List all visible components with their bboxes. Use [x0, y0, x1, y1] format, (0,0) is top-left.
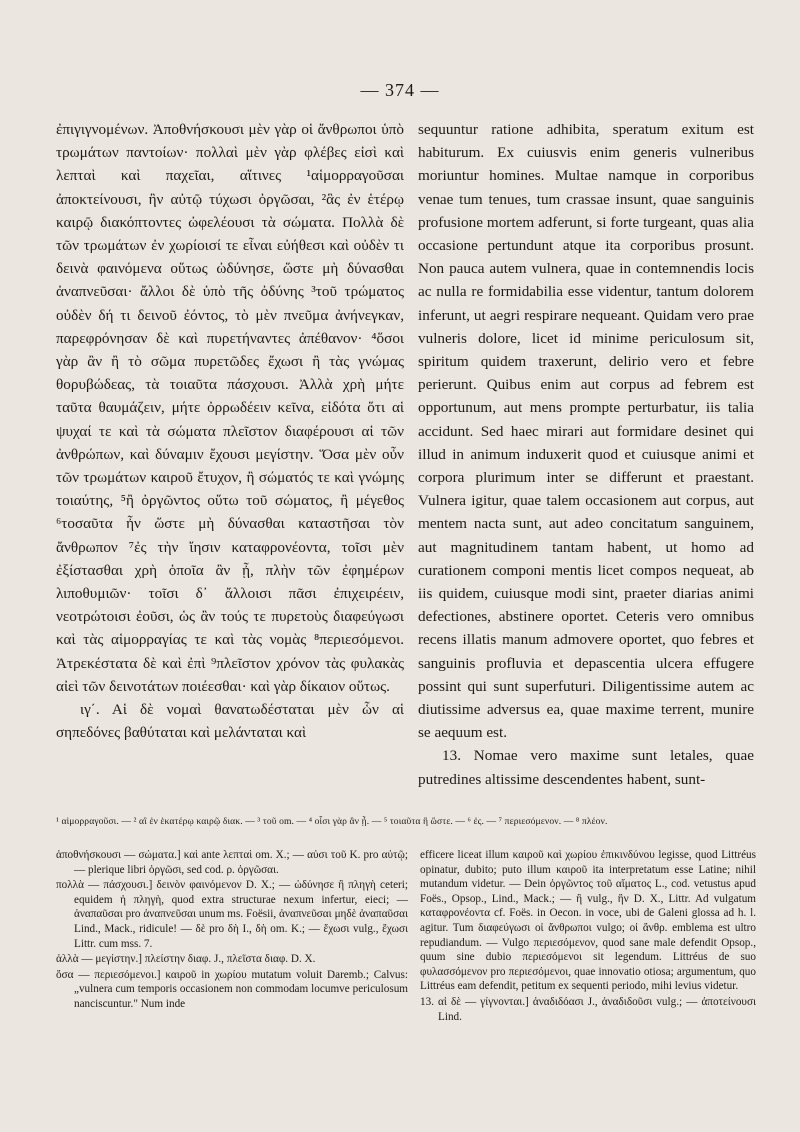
critical-apparatus-line: ¹ αἱμορραγοῦσι. — ² αἳ ἐν ἑκατέρῳ καιρῷ διακ. — ³ τοῦ om. — ⁴ οἷσι γὰρ ἂν ᾖ. — ⁵ τοιαῦτα ἢ ὥστε. — ⁶ ἐς. — ⁷ περιεσόμενον. — ⁸ πλέον. [56, 816, 608, 827]
latin-paragraph: 13. Nomae vero maxime sunt letales, quae putredines altissime descendentes habent, sunt- [418, 747, 754, 788]
footnote: ὅσα — περιεσόμενοι.] καιροῦ in χωρίου mutatum voluit Daremb.; Calvus: „vulnera cum temporis occasionem non commodam locumve periculosum nanciscuntur." Num inde [56, 968, 408, 1010]
footnotes-right-column [420, 848, 756, 1025]
latin-text-column [418, 118, 754, 791]
footnote: 13. αἱ δὲ — γίγνονται.] ἀναδιδόασι J., ἀναδιδοῦσι vulg.; — ἀποτείνουσι Lind. [420, 995, 756, 1023]
footnote: efficere liceat illum καιροῦ καὶ χωρίου ἐπικινδύνου legisse, quod Littréus opinatur, dubito; puto illum καιροῦ ita interpretatum esse Latine; nihil mutandum videtur. — Dein ὀργῶντος τοῦ αἵματος L., cod. vetustus apud Foës., Opsop., Lind., Mack.; — ἢ vulg., ἢν D. X., Littr. Ad vulgatum καταφρονέοντα cf. Foës. in Oecon. in voce, ubi de Galeni glossa ad h. l. agitur. Tum διαφεύγωσι οἱ ἄνθρωποι vulgo; οἱ ἄνθρ. emblema est ultro repudiandum. — Vulgo περιεσόμενον, quod sane male defendit Opsop., quum sine dubio περιεσόμενοι sit legendum. Littréus de suo φυλασσόμενον pro περιεσόμενοι, quae innovatio otiosa; argumentum, quo Littréus eam defendit, petitum ex sequenti periodo, mihi levius videtur. [420, 849, 756, 993]
footnote: ἀλλὰ — μεγίστην.] πλείστην διαφ. J., πλεῖστα διαφ. D. X. [56, 953, 316, 966]
footnote: ἀποθνήσκουσι — σώματα.] καὶ ante λεπταὶ om. X.; — αὐσι τοῦ K. pro αὐτῷ; — plerique libri ὀργῶσι, sed cod. ρ. ὀργῶσαι. [56, 849, 408, 876]
footnotes-left-column [56, 848, 408, 1013]
greek-paragraph: ιγ΄. Αἱ δὲ νομαὶ θανατωδέσταται μὲν ὧν αἱ σηπεδόνες βαθύταται καὶ μελάνταται καὶ [56, 701, 404, 742]
greek-paragraph: ἐπιγιγνομένων. Ἀποθνήσκουσι μὲν γὰρ οἱ ἄνθρωποι ὑπὸ τρωμάτων παντοίων· πολλαὶ μὲν γὰρ φλέβες εἰσὶ καὶ λεπταὶ καὶ παχεῖαι, αἵτινες ¹αἱμορραγοῦσαι ἀποκτείνουσι, ἢν αὐτῷ τύχωσι ὀργῶσαι, ²ἃς ἐν ἑτέρῳ καιρῷ διακόπτοντες ὠφελέουσι τὰ σώματα. Πολλὰ δὲ τῶν τρωμάτων ἐν χωρίοισί τε εἶναι εὐήθεσι καὶ οὐδὲν τι δεινὰ φαινόμενα οὕτως ὠδύνησε, ὥστε μὴ δύνασθαι ἀναπνεῦσαι· ἄλλοι δὲ ὑπὸ τῆς ὀδύνης ³τοῦ τρώματος οὐδὲν δή τι δεινοῦ ἐόντος, τὸ μὲν πνεῦμα ἀνήνεγκαν, παρεφρόνησαν δὲ καὶ πυρετήναντες ἀπέθανον· ⁴ὅσοι γὰρ ἂν ἢ τὸ σῶμα πυρετῶδες ἔχωσι ἢ τὰς γνώμας θορυβώδεας, τὰ τοιαῦτα πάσχουσι. Ἀλλὰ χρὴ μήτε ταῦτα θαυμάζειν, μήτε ὀρρωδέειν κεῖνα, εἰδότα ὅτι αἱ ψυχαί τε καὶ τὰ σώματα πλεῖστον διαφέρουσι αἱ τῶν ἀνθρώπων, καὶ δύναμιν ἔχουσι μεγίστην. Ὅσα μὲν οὖν τῶν τρωμάτων καιροῦ ἔτυχον, ἢ σώματός τε καὶ γνώμης τοιαύτης, ⁵ἢ ὀργῶντος οὕτω τοῦ σώματος, ἢ μέγεθος ⁶τοσαῦτα ἦν ὥστε μὴ δύνασθαι καταστῆσαι τὸν ἄνθρωπον ⁷ἐς τὴν ἴησιν καταφρονέοντα, τοῖσι μὲν ἐξίστασθαι χρὴ ὁποῖα ἂν ᾖ, πλὴν τῶν ἐφημέρων λιποθυμιῶν· τοῖσι δ᾽ ἄλλοισι πᾶσι ἐπιχειρέειν, νεοτρώτοισι ἐοῦσι, ὡς ἂν τούς τε πυρετοὺς διαφεύγωσι καὶ τὰς αἱμορραγίας τε καὶ τὰς νομὰς ⁸περιεσόμενοι. Ἀτρεκέστατα δὲ καὶ ἐπὶ ⁹πλεῖστον χρόνον τὰς φυλακὰς αἰεὶ τῶν δεινοτάτων ποιέεσθαι· καὶ γὰρ δίκαιον οὕτως. [56, 121, 404, 695]
greek-text-column [56, 118, 404, 744]
page-number: — 374 — [360, 80, 440, 100]
footnote: πολλὰ — πάσχουσι.] δεινὸν φαινόμενον D. X.; — ὠδύνησε ἢ πληγὴ ceteri; equidem ἡ πληγὴ, quod extra structurae nexum infertur, eieci; — ἀναπαῦσαι pro ἀναπνεῦσαι unum ms. Foësii, ἀναπνεῦσαι μηδὲ ἀναπαῦσαι Lind., Mack., ridicule! — δὲ pro δὴ I., δὴ om. K.; — ἔχωσι vulg., ἔχωσι Littr. cum mss. 7. [56, 879, 408, 950]
latin-paragraph: sequuntur ratione adhibita, speratum exitum est habiturum. Ex cuiusvis enim generis vulneribus moriuntur homines. Multae namque in corporibus venae tum tenues, tum crassae insunt, quae sanguinis profusione mortem adferunt, si forte turgeant, quas alia occasione pertundunt atque ita corporibus prosunt. Non pauca autem vulnera, quae in contemnendis locis ac nulla re formidabilia esse videntur, tantum dolorem inferunt, ut aegri respirare nequeant. Quidam vero prae vulneris dolore, licet id minime periculosum sit, spiritum quidem traxerunt, delirio vero et febre perierunt. Quibus enim aut corpus ad febrem est opportunum, aut mens prompte perturbatur, iis talia accidunt. Sed haec mirari aut formidare desinet qui illud in animum induxerit quod et cuiusque animi et corpora plurimum inter se differunt et praestant. Vulnera igitur, quae talem occasionem aut corpus, aut mentem nacta sunt, aut adeo concitatum sanguinem, aut magnitudinem tantam habent, ut homo ad curationem componi mentis licet compos nequeat, ab iis quidem, cuiusque modi sint, praeter diarias animi defectiones, abstinere oportet. Ceteris vero omnibus recens illatis manum admovere oportet, quo febres et sanguinis profluvia et depascentia ulcera effugere possint qui sunt superfuturi. Diligentissime autem ac diutissime adversus ea, quae maxime terrent, munire se aequum est. [418, 121, 754, 742]
